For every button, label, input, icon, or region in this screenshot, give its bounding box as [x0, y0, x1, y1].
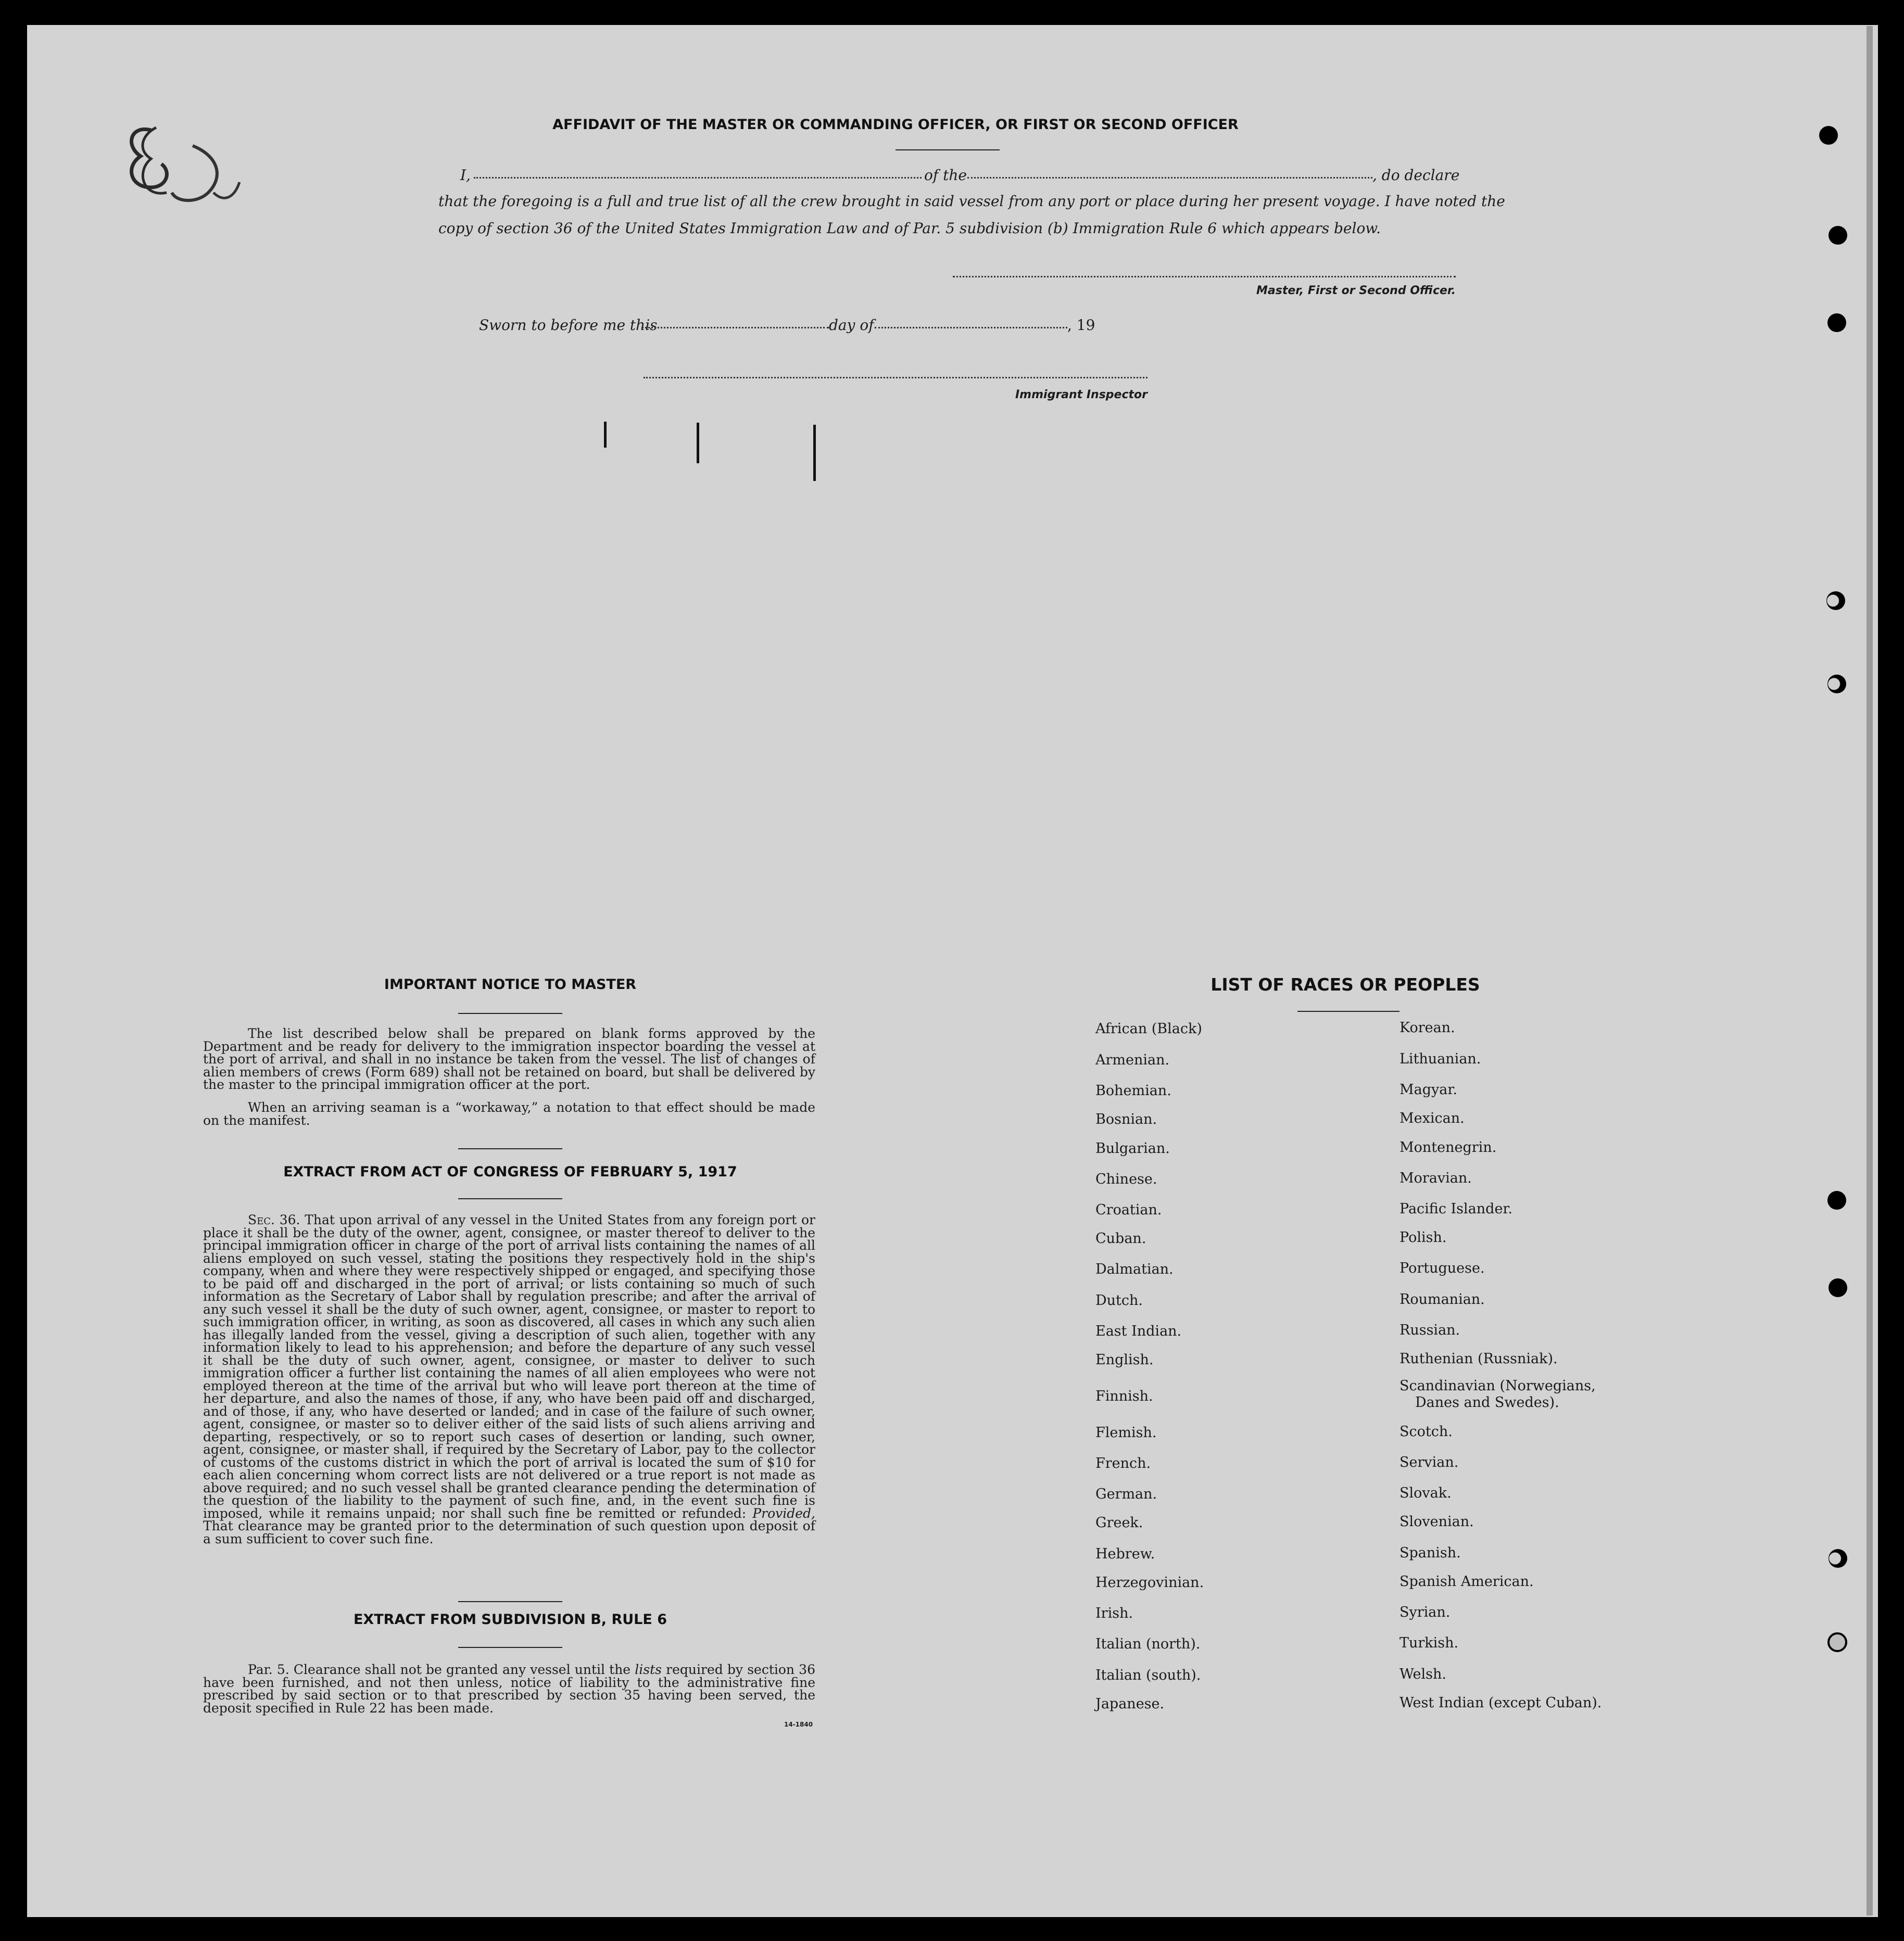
race-item: Slovak. [1399, 1485, 1452, 1501]
race-item: Spanish. [1399, 1545, 1461, 1561]
page-edge [1867, 26, 1873, 1915]
race-item: Hebrew. [1095, 1546, 1155, 1562]
race-item: German. [1095, 1486, 1157, 1502]
rule6-title: EXTRACT FROM SUBDIVISION B, RULE 6 [353, 1612, 667, 1628]
declare-end: , do declare [1372, 167, 1460, 184]
rule6-text-a: Par. 5. Clearance shall not be granted any vessel until the [248, 1662, 631, 1677]
race-item: Herzegovinian. [1095, 1575, 1204, 1591]
day-field[interactable] [641, 327, 829, 328]
punch-hole [1829, 1549, 1847, 1568]
divider [1297, 1011, 1399, 1012]
divider [458, 1647, 562, 1648]
race-item: Servian. [1399, 1454, 1459, 1470]
sworn-text: Sworn to before me this [479, 316, 658, 334]
rule6-text-b: required by section 36 have been furnished, and not then unless, notice of liability to the administrative fine prescribed by said section or to that prescribed by section 35 having been served, the deposit specified in Rule 22 has been made. [203, 1662, 815, 1716]
race-item: Chinese. [1095, 1171, 1157, 1187]
affidavit-line1: that the foregoing is a full and true list of all the crew brought in said vessel from any port or place during her present voyage. I have noted the [438, 193, 1505, 210]
punch-hole [1826, 591, 1845, 610]
race-item: Irish. [1095, 1605, 1133, 1621]
divider [896, 149, 1000, 150]
pencil-mark [813, 425, 816, 481]
punch-hole [1827, 1191, 1846, 1210]
race-item: Croatian. [1095, 1202, 1162, 1218]
race-item: Spanish American. [1399, 1574, 1534, 1590]
race-item: Italian (south). [1095, 1667, 1201, 1683]
race-item: Dutch. [1095, 1292, 1143, 1309]
race-item: Ruthenian (Russniak). [1399, 1351, 1558, 1367]
inspector-signature-field[interactable] [644, 377, 1148, 378]
day-of-text: day of [829, 316, 874, 334]
lists-word: lists [635, 1662, 662, 1677]
signature-label: Master, First or Second Officer. [1256, 284, 1456, 297]
form-number: 14-1840 [784, 1721, 813, 1728]
race-item: Polish. [1399, 1229, 1447, 1246]
notice-title: IMPORTANT NOTICE TO MASTER [384, 976, 637, 993]
notice-paragraph-2: When an arriving seaman is a “workaway,” a notation to that effect should be made on the manifest. [203, 1100, 815, 1128]
race-item: Italian (north). [1095, 1636, 1201, 1652]
pencil-mark [697, 423, 699, 463]
race-item: Pacific Islander. [1399, 1201, 1512, 1217]
pencil-mark [604, 422, 607, 448]
name-field[interactable] [474, 177, 922, 179]
notice-paragraph-1: The list described below shall be prepared on blank forms approved by the Department and be ready for delivery to the immigration inspector boarding the vessel at the port of arrival, and shall in no instance be taken from the vessel. The list of changes of alien members of crews (Form 689) shall not be retained on board, but shall be delivered by the master to the principal immigration officer at the port. [203, 1026, 815, 1092]
act-title: EXTRACT FROM ACT OF CONGRESS OF FEBRUARY 5, 1917 [283, 1164, 737, 1180]
document-page [27, 25, 1878, 1917]
divider [458, 1601, 562, 1602]
race-item: Moravian. [1399, 1170, 1472, 1186]
race-item: Armenian. [1095, 1052, 1170, 1068]
race-item: Japanese. [1095, 1696, 1165, 1712]
race-item: Portuguese. [1399, 1260, 1485, 1276]
race-item: Syrian. [1399, 1604, 1451, 1620]
divider [458, 1148, 562, 1149]
punch-hole [1827, 675, 1846, 693]
race-item: Montenegrin. [1399, 1139, 1497, 1156]
race-item: West Indian (except Cuban). [1399, 1695, 1602, 1711]
punch-hole [1829, 1278, 1847, 1297]
divider [458, 1013, 562, 1014]
declare-of-the: of the [924, 167, 967, 184]
punch-hole [1819, 126, 1838, 145]
race-item: Welsh. [1399, 1666, 1446, 1682]
race-item: Russian. [1399, 1322, 1460, 1338]
section-label: Sec. 36. [248, 1212, 300, 1227]
handwritten-mark [120, 115, 255, 234]
affidavit-line2: copy of section 36 of the United States Immigration Law and of Par. 5 subdivision (b) Immigration Rule 6 which appears below. [438, 220, 1381, 237]
race-item: Bulgarian. [1095, 1140, 1170, 1157]
affidavit-title: AFFIDAVIT OF THE MASTER OR COMMANDING OFFICER, OR FIRST OR SECOND OFFICER [552, 117, 1239, 133]
race-item: Flemish. [1095, 1425, 1157, 1441]
race-item: Turkish. [1399, 1635, 1459, 1651]
race-item: Magyar. [1399, 1082, 1457, 1098]
act-section-36 [203, 1214, 815, 1545]
provided-word: Provided, [752, 1505, 815, 1521]
act-text-end: That clearance may be granted prior to the determination of such question upon deposit of a sum sufficient to cover such fine. [203, 1518, 815, 1546]
race-item: Cuban. [1095, 1230, 1146, 1247]
race-item-continued: Danes and Swedes). [1415, 1394, 1559, 1411]
punch-hole [1827, 1632, 1847, 1652]
race-item: Slovenian. [1399, 1514, 1474, 1530]
races-title: LIST OF RACES OR PEOPLES [1211, 974, 1480, 995]
race-item: Scandinavian (Norwegians, [1399, 1378, 1596, 1394]
race-item: Bosnian. [1095, 1111, 1157, 1127]
race-item: Roumanian. [1399, 1291, 1485, 1308]
year-text: , 19 [1067, 316, 1095, 334]
rule6-paragraph [203, 1664, 815, 1715]
divider [458, 1198, 562, 1199]
race-item: English. [1095, 1352, 1154, 1368]
act-text: That upon arrival of any vessel in the United States from any foreign port or place it shall be the duty of the owner, agent, consignee, or master thereof to deliver to the principal immigration officer in charge of the port of arrival lists containing the names of all aliens employed on such vessel, stating the positions they respectively hold in the ship's company, when and where they were respectively shipped or engaged, and specifying those to be paid off and discharged in the port of arrival; or lists containing so much of such information as the Secretary of Labor shall by regulation prescribe; and after the arrival of any such vessel it shall be the duty of such owner, agent, consignee, or master to report to such immigration officer, in writing, as soon as discovered, all cases in which any such alien has illegally landed from the vessel, giving a description of such alien, together with any information likely to lead to his apprehension; and before the departure of any such vessel it shall be the duty of such owner, agent, consignee, or master to deliver to such immigration officer a further list containing the names of all alien employees who were not employed thereon at the time of the arrival but who will leave port thereon at the time of her departure, and also the names of those, if any, who have been paid off and discharged, and of those, if any, who have deserted or landed; and in case of the failure of such owner, agent, consignee, or master so to deliver either of the said lists of such aliens arriving and departing, respectively, or so to report such cases of desertion or landing, such owner, agent, consignee, or master shall, if required by the Secretary of Labor, pay to the collector of customs of the customs district in which the port of arrival is located the sum of $10 for each alien concerning whom correct lists are not delivered or a true report is not made as above required; and no such vessel shall be granted clearance pending the determination of the question of the liability to the payment of such fine, and, in the event such fine is imposed, while it remains unpaid; nor shall such fine be remitted or refunded: [203, 1212, 815, 1521]
race-item: Greek. [1095, 1515, 1143, 1531]
race-item: French. [1095, 1455, 1151, 1471]
race-item: Dalmatian. [1095, 1261, 1174, 1277]
race-item: Finnish. [1095, 1388, 1153, 1404]
race-item: Scotch. [1399, 1424, 1453, 1440]
race-item: Bohemian. [1095, 1083, 1171, 1099]
race-item: African (Black) [1095, 1021, 1202, 1037]
punch-hole [1827, 313, 1846, 332]
inspector-label: Immigrant Inspector [1015, 388, 1148, 401]
month-field[interactable] [875, 327, 1067, 328]
race-item: Mexican. [1399, 1110, 1465, 1126]
race-item: Korean. [1399, 1020, 1455, 1036]
punch-hole [1829, 226, 1847, 245]
vessel-field[interactable] [967, 177, 1372, 179]
race-item: East Indian. [1095, 1323, 1182, 1339]
race-item: Lithuanian. [1399, 1051, 1481, 1067]
officer-signature-field[interactable] [953, 276, 1456, 277]
declare-i: I, [460, 167, 471, 184]
